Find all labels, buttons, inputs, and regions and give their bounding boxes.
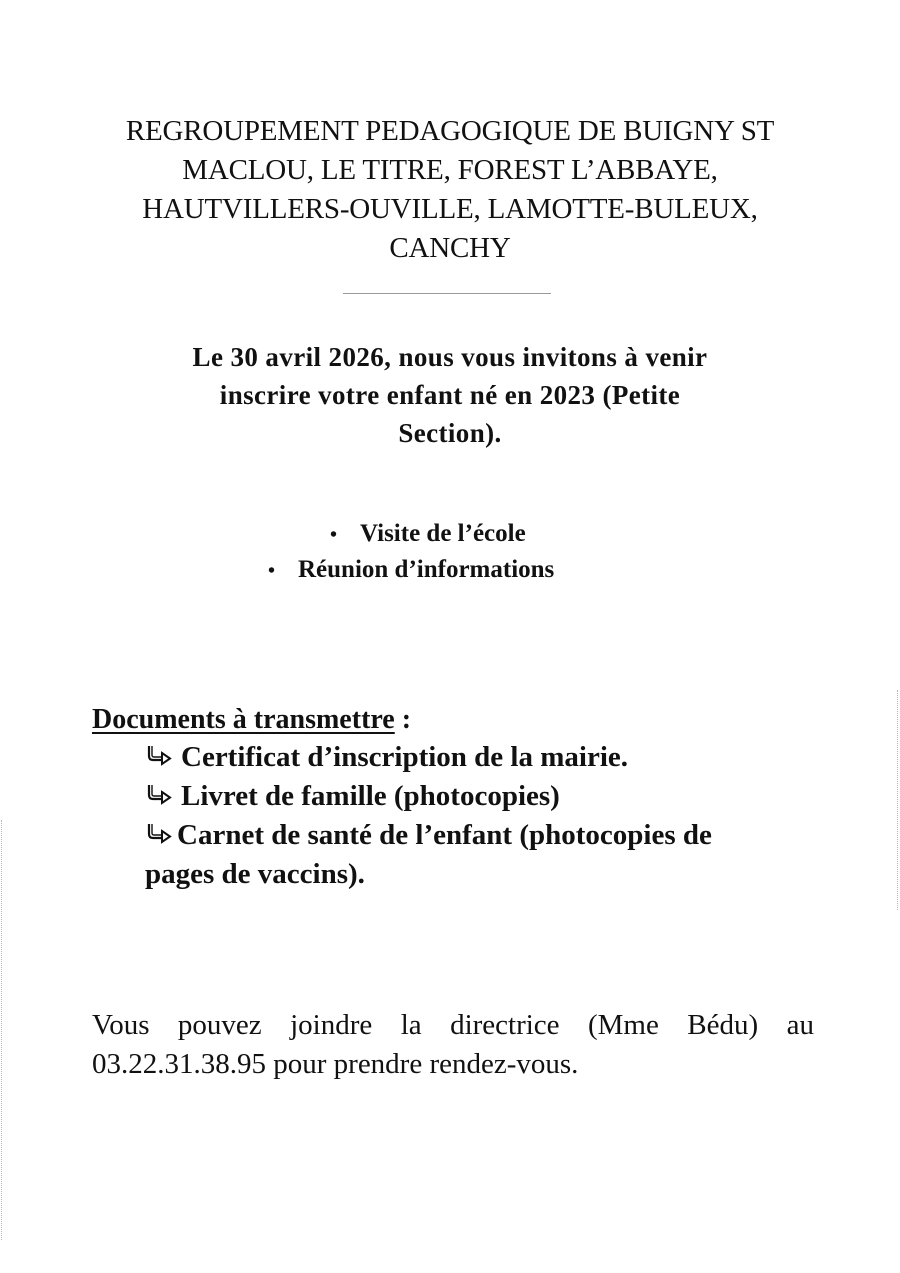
document-label: Carnet de santé de l’enfant (photocopies de: [177, 819, 712, 851]
scan-edge-right: [897, 690, 898, 910]
event-label: Visite de l’école: [360, 520, 526, 547]
invitation-line: Le 30 avril 2026, nous vous invitons à venir: [192, 342, 708, 372]
contact-line: 03.22.31.38.95 pour prendre rendez-vous.: [92, 1048, 579, 1080]
contact-line: Vous pouvez joindre la directrice (Mme Bédu) au: [92, 1009, 814, 1041]
documents-heading: [92, 700, 411, 740]
curved-arrow-icon: [145, 783, 181, 807]
invitation-text: [90, 338, 810, 452]
event-item: [330, 516, 526, 553]
documents-heading-colon: :: [394, 704, 412, 735]
document-item: [145, 816, 805, 855]
event-item: [268, 552, 554, 589]
event-label: Réunion d’informations: [298, 556, 555, 583]
title-line: REGROUPEMENT PEDAGOGIQUE DE BUIGNY ST: [125, 115, 775, 147]
bullet-icon: •: [268, 560, 276, 582]
bullet-icon: •: [330, 524, 338, 546]
documents-heading-label: Documents à transmettre: [92, 704, 395, 735]
title-line: MACLOU, LE TITRE, FOREST L’ABBAYE,: [182, 154, 718, 186]
title-line: HAUTVILLERS-OUVILLE, LAMOTTE-BULEUX,: [142, 193, 758, 225]
invitation-line: inscrire votre enfant né en 2023 (Petite: [219, 380, 681, 410]
document-item-continuation: pages de vaccins).: [145, 858, 365, 890]
school-group-title: [90, 112, 810, 268]
scan-edge-left: [1, 820, 2, 1240]
separator-line: [343, 293, 551, 294]
curved-arrow-icon: [145, 744, 181, 768]
title-line: CANCHY: [389, 232, 511, 264]
document-item: [145, 738, 805, 777]
curved-arrow-icon: [145, 822, 177, 846]
invitation-line: Section).: [398, 418, 502, 448]
contact-paragraph: [92, 1006, 814, 1084]
document-label: Certificat d’inscription de la mairie.: [181, 741, 628, 773]
document-label: Livret de famille (photocopies): [181, 780, 560, 812]
document-item: [145, 777, 805, 816]
documents-list: [145, 738, 805, 894]
